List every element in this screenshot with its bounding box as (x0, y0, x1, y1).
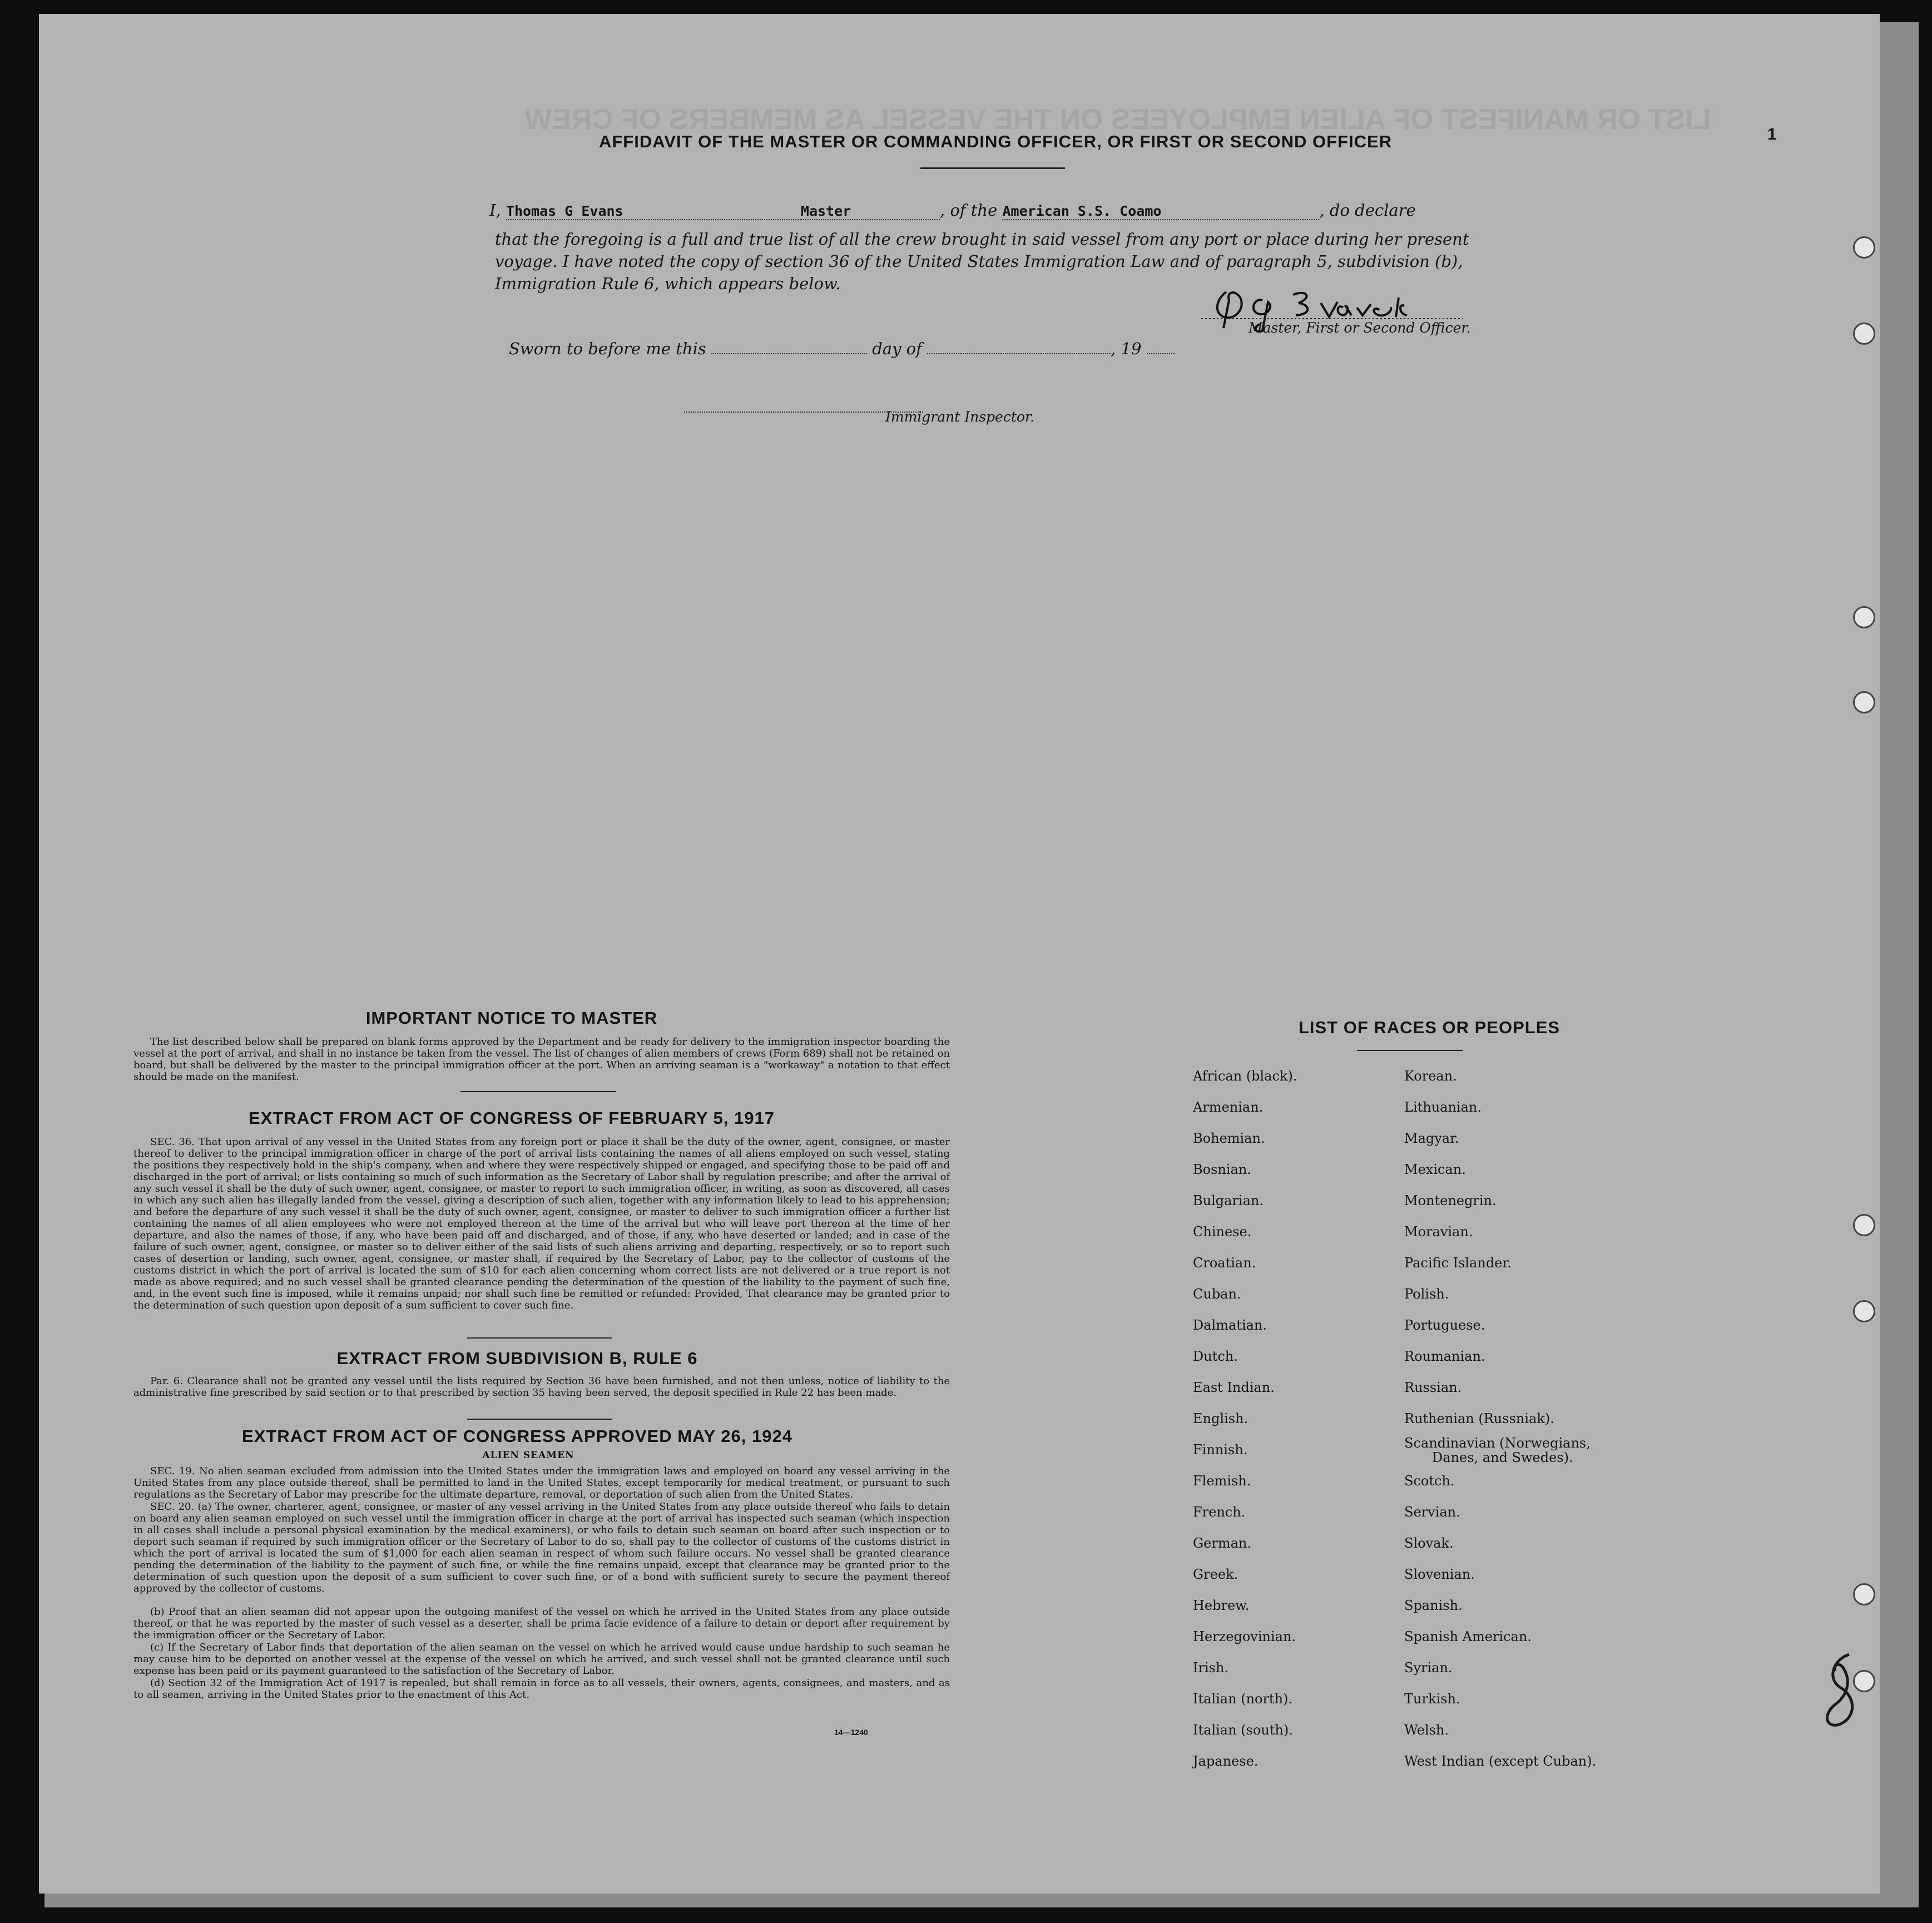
race-item: Ruthenian (Russniak). (1404, 1411, 1554, 1426)
race-item: French. (1193, 1504, 1246, 1520)
day-of-label: day of (872, 339, 922, 358)
year-label: , 19 (1111, 339, 1142, 358)
of-the-label: , of the (939, 201, 998, 220)
race-item: Dutch. (1193, 1349, 1238, 1364)
extract-1924-sec20c: (c) If the Secretary of Labor finds that deportation of the alien seaman on the vessel on which he arrived would cause undue hardship to such seaman he may cause him to be deported on another vessel at the expense of the vessel on which he arrived, and such vessel shall not be granted clearance until such expense has been paid or its payment guaranteed to the satisfaction of the Secretary of Labor. (133, 1642, 950, 1677)
form-number: 14—1240 (834, 1728, 868, 1737)
affidavit-body-1: that the foregoing is a full and true list of all the crew brought in said vessel from any port or place during her present (495, 230, 1469, 249)
race-item: English. (1193, 1411, 1249, 1426)
signature-label: Master, First or Second Officer. (1249, 320, 1471, 336)
race-item: Italian (north). (1193, 1691, 1293, 1707)
affidavit-line-1 (489, 201, 1607, 220)
race-item: Dalmatian. (1193, 1317, 1267, 1333)
race-item: Irish. (1193, 1660, 1229, 1676)
binder-hole (1853, 691, 1875, 713)
race-item: Korean. (1404, 1068, 1457, 1084)
binder-hole (1853, 1300, 1875, 1322)
affidavit-prefix: I, (489, 201, 501, 220)
notice-title: IMPORTANT NOTICE TO MASTER (365, 1008, 658, 1028)
race-item: Greek. (1193, 1567, 1239, 1582)
binder-hole (1853, 1214, 1875, 1236)
rank-field: Master (801, 203, 940, 220)
race-item: Bohemian. (1193, 1131, 1265, 1146)
rule-6-end (467, 1419, 612, 1420)
race-item: Croatian. (1193, 1255, 1256, 1271)
handwritten-mark (1816, 1649, 1866, 1732)
affidavit-title: AFFIDAVIT OF THE MASTER OR COMMANDING OFFICER, OR FIRST OR SECOND OFFICER (598, 132, 1393, 151)
master-name-field: Thomas G Evans (506, 203, 801, 220)
race-item: West Indian (except Cuban). (1404, 1753, 1597, 1769)
race-item: Pacific Islander. (1404, 1255, 1512, 1271)
sworn-line (509, 339, 1175, 358)
race-item: Japanese. (1193, 1753, 1259, 1769)
race-item: Cuban. (1193, 1286, 1241, 1302)
extract-1917-title: EXTRACT FROM ACT OF CONGRESS OF FEBRUARY 5, 1917 (249, 1108, 775, 1128)
rule-1917-end (467, 1337, 612, 1339)
race-item: Moravian. (1404, 1224, 1473, 1240)
binder-hole (1853, 606, 1875, 628)
race-item-continuation: Danes, and Swedes). (1432, 1450, 1573, 1465)
race-item: Armenian. (1193, 1099, 1264, 1115)
race-item: African (black). (1193, 1068, 1297, 1084)
document-page (39, 14, 1880, 1894)
race-item: Spanish American. (1404, 1629, 1532, 1644)
vessel-field: American S.S. Coamo (1002, 203, 1319, 220)
race-item: Bosnian. (1193, 1162, 1251, 1177)
races-title: LIST OF RACES OR PEOPLES (1298, 1018, 1561, 1037)
race-item: Hebrew. (1193, 1598, 1250, 1613)
affidavit-body-3: Immigration Rule 6, which appears below. (495, 274, 841, 293)
page-number: 1 (1767, 125, 1777, 143)
race-item: Slovak. (1404, 1535, 1454, 1551)
notice-rule (460, 1091, 616, 1092)
extract-1924-sec19: SEC. 19. No alien seaman excluded from admission into the United States under the immigration laws and employed on board any vessel arriving in the United States from any place outside thereof, shall be permitted to land in the United States, except temporarily for medical treatment, or pursuant to such regulations as the Secretary of Labor may prescribe for the ultimate departure, removal, or deportation of such alien from the United States. (133, 1465, 950, 1500)
bleed-through-header: LIST OR MANIFEST OF ALIEN EMPLOYEES ON THE VESSEL AS MEMBERS OF CREW (524, 103, 1711, 136)
race-item: Italian (south). (1193, 1722, 1293, 1738)
extract-1924-title: EXTRACT FROM ACT OF CONGRESS APPROVED MAY 26, 1924 (242, 1426, 792, 1446)
extract-1924-sec20b: (b) Proof that an alien seaman did not appear upon the outgoing manifest of the vessel on which he arrived in the United States from any place outside thereof, or that he was reported by the master of such vessel as a deserter, shall be prima facie evidence of a failure to detain or deport after requirement by the immigration officer or the Secretary of Labor. (133, 1606, 950, 1641)
sworn-year-field (1147, 353, 1175, 354)
binder-hole (1853, 1583, 1875, 1605)
race-item: Roumanian. (1404, 1349, 1485, 1364)
race-item: Finnish. (1193, 1442, 1248, 1458)
race-item: Magyar. (1404, 1131, 1459, 1146)
race-item: Herzegovinian. (1193, 1629, 1296, 1644)
race-item: Slovenian. (1404, 1567, 1475, 1582)
race-item: Flemish. (1193, 1473, 1251, 1489)
race-item: Polish. (1404, 1286, 1449, 1302)
notice-text: The list described below shall be prepared on blank forms approved by the Department and be ready for delivery to the immigration inspector boarding the vessel at the port of arrival, and shall in no instance be taken from the vessel. The list of changes of alien members of crews (Form 689) shall not be retained on board, but shall be delivered by the master to the principal immigration officer at the port. When an arriving seaman is a "workaway" a notation to that effect should be made on the manifest. (133, 1036, 950, 1083)
race-item: Syrian. (1404, 1660, 1453, 1676)
race-item: Spanish. (1404, 1598, 1463, 1613)
race-item: Russian. (1404, 1380, 1462, 1395)
race-item: Montenegrin. (1404, 1193, 1497, 1208)
sworn-label: Sworn to before me this (509, 339, 706, 358)
race-item: Welsh. (1404, 1722, 1449, 1738)
extract-rule6-title: EXTRACT FROM SUBDIVISION B, RULE 6 (336, 1349, 698, 1368)
extract-1924-sec20a: SEC. 20. (a) The owner, charterer, agent, consignee, or master of any vessel arriving in the United States from any place outside thereof who fails to detain on board any alien seaman employed on such vessel until the immigration officer in charge at the port of arrival has inspected such seaman (which inspection in all cases shall include a personal physical examination by the medical examiners), or who fails to detain such seaman on board after such inspection or to deport such seaman if required by such immigration officer or the Secretary of Labor to do so, shall pay to the collector of customs of the customs district in which the port of arrival is located the sum of $1,000 for each alien seaman in respect of whom such failure occurs. No vessel shall be granted clearance pending the determination of the liability to the payment of such fine, or while the fine remains unpaid, except that clearance may be granted prior to the determination of such question upon the deposit of a sum sufficient to cover such fine, or of a bond with sufficient surety to secure the payment thereof approved by the collector of customs. (133, 1501, 950, 1594)
races-title-rule (1357, 1050, 1463, 1051)
extract-1917-text: SEC. 36. That upon arrival of any vessel in the United States from any foreign port or place it shall be the duty of the owner, agent, consignee, or master thereof to deliver to the principal immigration officer in charge of the port of arrival lists containing the names of all aliens employed on such vessel, stating the positions they respectively hold in the ship's company, when and where they were respectively shipped or engaged, and specifying those to be paid off and discharged in the port of arrival; or lists containing so much of such information as the Secretary of Labor shall by regulation prescribe; and after the arrival of any such vessel it shall be the duty of such owner, agent, consignee, or master to report to such immigration officer, in writing, as soon as discovered, all cases in which any such alien has illegally landed from the vessel, giving a description of such alien, together with any information likely to lead to his apprehension; and before the departure of any such vessel it shall be the duty of such owner, agent, consignee, or master to deliver to such immigration officer a further list containing the names of all alien employees who were not employed thereon at the time of the arrival but who will leave port thereon at the time of her departure, and also the names of those, if any, who have been paid off and discharged, and of those, if any, who have deserted or landed; and in case of the failure of such owner, agent, consignee, or master so to deliver either of the said lists of such aliens arriving and departing, respectively, or so to report such cases of desertion or landing, such owner, agent, consignee, or master shall, if required by the Secretary of Labor, pay to the collector of customs of the customs district in which the port of arrival is located the sum of $10 for each alien concerning whom correct lists are not delivered or a true report is not made as above required; and no such vessel shall be granted clearance pending the determination of the question of the liability to the payment of such fine, and, in the event such fine is imposed, while it remains unpaid; nor shall such fine be remitted or refunded: Provided, That clearance may be granted prior to the determination of such question upon deposit of a sum sufficient to cover such fine. (133, 1136, 950, 1311)
race-item: Mexican. (1404, 1162, 1466, 1177)
race-item: Chinese. (1193, 1224, 1252, 1240)
binder-hole (1853, 236, 1875, 259)
affidavit-title-rule (920, 167, 1065, 169)
binder-hole (1853, 323, 1875, 345)
race-item: Scotch. (1404, 1473, 1455, 1489)
race-item: Lithuanian. (1404, 1099, 1482, 1115)
race-item: Portuguese. (1404, 1317, 1485, 1333)
race-item: Scandinavian (Norwegians, (1404, 1435, 1591, 1451)
race-item: Servian. (1404, 1504, 1460, 1520)
affidavit-body-2: voyage. I have noted the copy of section 36 of the United States Immigration Law and of paragraph 5, subdivision (b), (495, 252, 1463, 271)
extract-1924-sec20d: (d) Section 32 of the Immigration Act of 1917 is repealed, but shall remain in force as to all vessels, their owners, agents, consignees, and masters, and as to all seamen, arriving in the United States prior to the enactment of this Act. (133, 1677, 950, 1701)
sworn-day-field (711, 353, 867, 354)
race-item: German. (1193, 1535, 1251, 1551)
sworn-month-field (927, 353, 1111, 354)
race-item: Turkish. (1404, 1691, 1460, 1707)
race-item: Bulgarian. (1193, 1193, 1264, 1208)
do-declare-label: , do declare (1319, 201, 1416, 220)
extract-1924-subtitle: ALIEN SEAMEN (482, 1450, 574, 1461)
inspector-label: Immigrant Inspector. (885, 409, 1035, 425)
extract-rule6-text: Par. 6. Clearance shall not be granted any vessel until the lists required by Section 36 have been furnished, and not then unless, notice of liability to the administrative fine prescribed by said section or to that prescribed by section 35 having been served, the deposit specified in Rule 22 has been made. (133, 1375, 950, 1399)
race-item: East Indian. (1193, 1380, 1275, 1395)
